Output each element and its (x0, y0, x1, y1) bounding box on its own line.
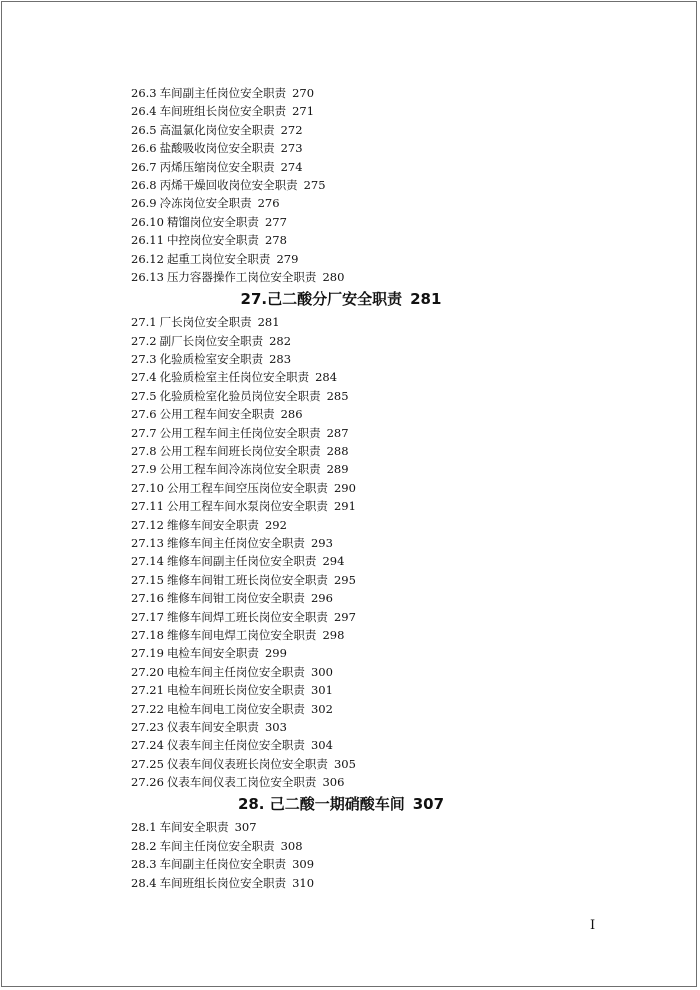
toc-entry-title: 仪表车间仪表班长岗位安全职责 (166, 756, 328, 771)
toc-entry-title: 电检车间电工岗位安全职责 (166, 701, 305, 716)
toc-entry-number: 27.18 (131, 627, 164, 642)
toc-entry-title: 压力容器操作工岗位安全职责 (166, 269, 317, 284)
toc-entry-page: 279 (276, 251, 299, 266)
toc-entry-number: 27.12 (131, 517, 164, 532)
toc-entry-number: 27.21 (131, 683, 164, 698)
toc-entry-page: 282 (269, 333, 292, 348)
toc-entry-page: 297 (333, 609, 356, 624)
toc-entry (131, 818, 651, 836)
table-of-contents (131, 84, 651, 892)
toc-entry-page: 300 (310, 664, 333, 679)
toc-heading-page: 281 (410, 290, 442, 309)
toc-entry-page: 271 (292, 104, 315, 119)
toc-entry-number: 27.17 (131, 609, 164, 624)
toc-entry-title: 车间班组长岗位安全职责 (159, 104, 287, 119)
toc-entry (131, 855, 651, 873)
toc-entry (131, 313, 651, 331)
toc-entry-title: 中控岗位安全职责 (166, 233, 259, 248)
toc-entry (131, 874, 651, 892)
toc-entry (131, 608, 651, 626)
toc-entry-title: 仪表车间安全职责 (166, 719, 259, 734)
toc-entry (131, 626, 651, 644)
toc-entry-title: 化验质检室主任岗位安全职责 (159, 370, 310, 385)
toc-entry-number: 27.1 (131, 315, 157, 330)
toc-entry-number: 27.4 (131, 370, 157, 385)
toc-entry (131, 479, 651, 497)
toc-entry (131, 102, 651, 120)
toc-entry-number: 26.3 (131, 86, 157, 100)
toc-entry-title: 公用工程车间水泵岗位安全职责 (166, 499, 328, 514)
toc-entry-number: 26.13 (131, 269, 164, 284)
toc-entry-number: 27.10 (131, 480, 164, 495)
toc-entry-number: 27.8 (131, 444, 157, 459)
toc-entry (131, 516, 651, 534)
toc-entry-page: 283 (269, 352, 292, 367)
toc-entry-number: 27.5 (131, 388, 157, 403)
toc-entry-title: 电检车间安全职责 (166, 646, 259, 661)
toc-entry-page: 290 (333, 480, 356, 495)
toc-entry (131, 176, 651, 194)
toc-entry (131, 121, 651, 139)
toc-section-heading (131, 791, 551, 818)
toc-entry-number: 27.13 (131, 535, 164, 550)
toc-entry-page: 305 (333, 756, 356, 771)
toc-entry (131, 700, 651, 718)
toc-entry-number: 26.11 (131, 233, 164, 248)
toc-entry-title: 丙烯干燥回收岗位安全职责 (159, 177, 298, 192)
toc-entry (131, 350, 651, 368)
toc-entry-title: 电检车间主任岗位安全职责 (166, 664, 305, 679)
toc-entry-title: 公用工程车间空压岗位安全职责 (166, 480, 328, 495)
toc-entry-number: 27.24 (131, 738, 164, 753)
toc-entry-number: 27.6 (131, 407, 157, 422)
toc-entry-page: 278 (264, 233, 287, 248)
toc-entry-page: 284 (315, 370, 338, 385)
toc-heading-page: 307 (412, 795, 445, 814)
toc-entry-number: 27.9 (131, 462, 157, 477)
toc-entry-number: 26.4 (131, 104, 157, 119)
toc-entry-page: 303 (264, 719, 287, 734)
toc-entry-page: 277 (264, 214, 287, 229)
toc-entry (131, 663, 651, 681)
toc-entry-number: 27.2 (131, 333, 157, 348)
toc-entry-number: 26.12 (131, 251, 164, 266)
toc-entry-number: 26.6 (131, 141, 157, 156)
toc-entry (131, 268, 651, 286)
toc-entry-title: 化验质检室化验员岗位安全职责 (159, 388, 321, 403)
toc-entry (131, 424, 651, 442)
toc-entry-number: 26.5 (131, 122, 157, 137)
toc-entry (131, 231, 651, 249)
toc-entry-title: 维修车间焊工班长岗位安全职责 (166, 609, 328, 624)
toc-entry-title: 厂长岗位安全职责 (159, 315, 252, 330)
toc-entry-page: 272 (280, 122, 303, 137)
toc-entry-page: 285 (326, 388, 349, 403)
toc-entry-page: 270 (292, 86, 315, 100)
toc-entry-number: 27.20 (131, 664, 164, 679)
toc-entry-page: 274 (280, 159, 303, 174)
toc-entry-title: 维修车间副主任岗位安全职责 (166, 554, 317, 569)
toc-entry (131, 460, 651, 478)
toc-entry (131, 368, 651, 386)
toc-entry-page: 281 (257, 315, 280, 330)
toc-entry (131, 644, 651, 662)
toc-entry-title: 维修车间电焊工岗位安全职责 (166, 627, 317, 642)
toc-entry-title: 维修车间主任岗位安全职责 (166, 535, 305, 550)
toc-entry (131, 552, 651, 570)
toc-entry-title: 仪表车间仪表工岗位安全职责 (166, 775, 317, 790)
toc-entry-title: 仪表车间主任岗位安全职责 (166, 738, 305, 753)
toc-entry-number: 28.3 (131, 857, 157, 872)
toc-entry-page: 287 (326, 425, 349, 440)
toc-entry-title: 公用工程车间班长岗位安全职责 (159, 444, 321, 459)
toc-entry (131, 755, 651, 773)
toc-entry-page: 294 (322, 554, 345, 569)
toc-entry-number: 27.7 (131, 425, 157, 440)
toc-entry-page: 273 (280, 141, 303, 156)
toc-entry-title: 精馏岗位安全职责 (166, 214, 259, 229)
toc-entry-page: 295 (333, 572, 356, 587)
toc-entry (131, 736, 651, 754)
toc-entry-page: 291 (333, 499, 356, 514)
toc-entry-page: 292 (264, 517, 287, 532)
toc-entry-number: 27.3 (131, 352, 157, 367)
toc-entry-number: 28.4 (131, 875, 157, 890)
toc-entry (131, 387, 651, 405)
toc-entry-title: 丙烯压缩岗位安全职责 (159, 159, 275, 174)
toc-entry-title: 副厂长岗位安全职责 (159, 333, 264, 348)
toc-entry-page: 276 (257, 196, 280, 211)
page-number: I (590, 918, 596, 933)
toc-heading-title: 28. 己二酸一期硝酸车间 (237, 795, 405, 814)
toc-entry (131, 497, 651, 515)
toc-entry-number: 27.15 (131, 572, 164, 587)
toc-entry-number: 26.7 (131, 159, 157, 174)
toc-entry-number: 27.25 (131, 756, 164, 771)
toc-entry-number: 27.22 (131, 701, 164, 716)
toc-entry-title: 维修车间钳工班长岗位安全职责 (166, 572, 328, 587)
toc-entry-page: 296 (310, 591, 333, 606)
toc-entry-page: 310 (292, 875, 315, 890)
toc-entry (131, 837, 651, 855)
toc-entry-title: 车间主任岗位安全职责 (159, 838, 275, 853)
toc-entry (131, 681, 651, 699)
toc-entry-page: 280 (322, 269, 345, 284)
toc-entry-number: 27.14 (131, 554, 164, 569)
toc-entry-title: 车间班组长岗位安全职责 (159, 875, 287, 890)
toc-entry-title: 公用工程车间冷冻岗位安全职责 (159, 462, 321, 477)
toc-entry-page: 293 (310, 535, 333, 550)
toc-entry (131, 84, 651, 102)
toc-entry-number: 27.11 (131, 499, 164, 514)
toc-entry-number: 26.8 (131, 177, 157, 192)
toc-entry (131, 589, 651, 607)
toc-entry-page: 288 (326, 444, 349, 459)
toc-entry-page: 304 (310, 738, 333, 753)
toc-entry-title: 维修车间钳工岗位安全职责 (166, 591, 305, 606)
toc-entry (131, 213, 651, 231)
toc-entry (131, 250, 651, 268)
toc-entry-page: 306 (322, 775, 345, 790)
toc-entry-title: 电检车间班长岗位安全职责 (166, 683, 305, 698)
toc-entry-number: 28.1 (131, 820, 157, 835)
toc-entry (131, 194, 651, 212)
toc-entry-title: 维修车间安全职责 (166, 517, 259, 532)
toc-entry-title: 高温氯化岗位安全职责 (159, 122, 275, 137)
toc-entry-title: 公用工程车间安全职责 (159, 407, 275, 422)
toc-entry (131, 442, 651, 460)
toc-entry-page: 301 (310, 683, 333, 698)
toc-entry-page: 308 (280, 838, 303, 853)
toc-entry-number: 26.9 (131, 196, 157, 211)
toc-entry-title: 化验质检室安全职责 (159, 352, 264, 367)
toc-entry-page: 298 (322, 627, 345, 642)
toc-entry-page: 286 (280, 407, 303, 422)
toc-entry-title: 起重工岗位安全职责 (166, 251, 271, 266)
toc-entry-title: 车间副主任岗位安全职责 (159, 857, 287, 872)
toc-entry-title: 公用工程车间主任岗位安全职责 (159, 425, 321, 440)
toc-entry-number: 27.16 (131, 591, 164, 606)
toc-entry-page: 307 (234, 820, 257, 835)
toc-entry (131, 534, 651, 552)
toc-entry-page: 309 (292, 857, 315, 872)
toc-entry-title: 冷冻岗位安全职责 (159, 196, 252, 211)
toc-entry-number: 27.23 (131, 719, 164, 734)
toc-entry-number: 26.10 (131, 214, 164, 229)
toc-entry (131, 571, 651, 589)
toc-section-heading (131, 286, 551, 313)
toc-heading-title: 27.己二酸分厂安全职责 (240, 290, 403, 309)
toc-entry (131, 158, 651, 176)
toc-entry-number: 27.26 (131, 775, 164, 790)
toc-entry-title: 车间副主任岗位安全职责 (159, 86, 287, 100)
toc-entry (131, 405, 651, 423)
toc-entry (131, 332, 651, 350)
toc-entry-page: 275 (303, 177, 326, 192)
toc-entry-page: 289 (326, 462, 349, 477)
toc-entry-page: 299 (264, 646, 287, 661)
toc-entry-title: 车间安全职责 (159, 820, 229, 835)
toc-entry-number: 28.2 (131, 838, 157, 853)
toc-entry-number: 27.19 (131, 646, 164, 661)
toc-entry-title: 盐酸吸收岗位安全职责 (159, 141, 275, 156)
toc-entry (131, 773, 651, 791)
toc-entry-page: 302 (310, 701, 333, 716)
toc-entry (131, 718, 651, 736)
toc-entry (131, 139, 651, 157)
